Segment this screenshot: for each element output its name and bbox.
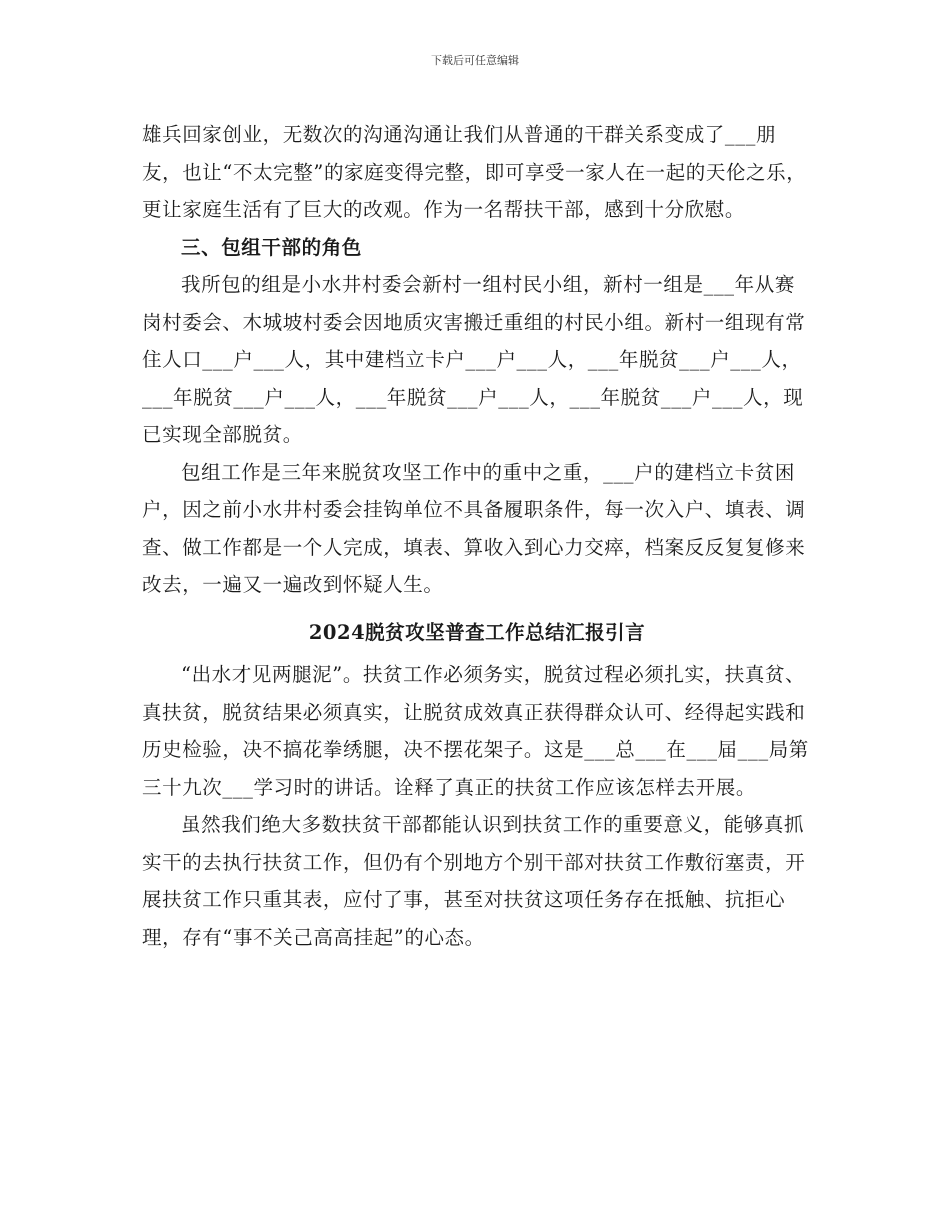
paragraph: “出水才见两腿泥”。扶贫工作必须务实，脱贫过程必须扎实，扶真贫、真扶贫，脱贫结果必须真实，让脱贫成效真正获得群众认可、经得起实践和历史检验，决不搞花拳绣腿，决不摆花架子。这是___总___在___届___局第三十九次___学习时的讲话。诠释了真正的扶贫工作应该怎样去开展。: [142, 663, 809, 799]
paragraph: 包组工作是三年来脱贫攻坚工作中的重中之重，___户的建档立卡贫困户，因之前小水井村委会挂钩单位不具备履职条件，每一次入户、填表、调查、做工作都是一个人完成，填表、算收入到心力交瘁，档案反反复复修来改去，一遍又一遍改到怀疑人生。: [142, 460, 806, 596]
paragraph: 虽然我们绝大多数扶贫干部都能认识到扶贫工作的重要意义，能够真抓实干的去执行扶贫工作，但仍有个别地方个别干部对扶贫工作敷衍塞责，开展扶贫工作只重其表，应付了事，甚至对扶贫这项任务存在抵触、抗拒心理，存有“事不关己高高挂起”的心态。: [142, 813, 806, 949]
paragraph: 雄兵回家创业，无数次的沟通沟通让我们从普通的干群关系变成了___朋友，也让“不太完整”的家庭变得完整，即可享受一家人在一起的天伦之乐，更让家庭生活有了巨大的改观。作为一名帮扶干部，感到十分欣慰。: [142, 123, 807, 221]
document-title: 2024脱贫攻坚普查工作总结汇报引言: [308, 620, 646, 644]
paragraph: 我所包的组是小水井村委会新村一组村民小组，新村一组是___年从赛岗村委会、木城坡村委会因地质灾害搬迁重组的村民小组。新村一组现有常住人口___户___人，其中建档立卡户___户___人，___年脱贫___户___人，___年脱贫___户___人，___年脱贫___户___人，___年脱贫___户___人，现已实现全部脱贫。: [142, 273, 806, 446]
section-heading: 三、包组干部的角色: [181, 235, 362, 259]
page-header: 下载后可任意编辑: [431, 54, 519, 67]
document-body: [142, 116, 812, 956]
